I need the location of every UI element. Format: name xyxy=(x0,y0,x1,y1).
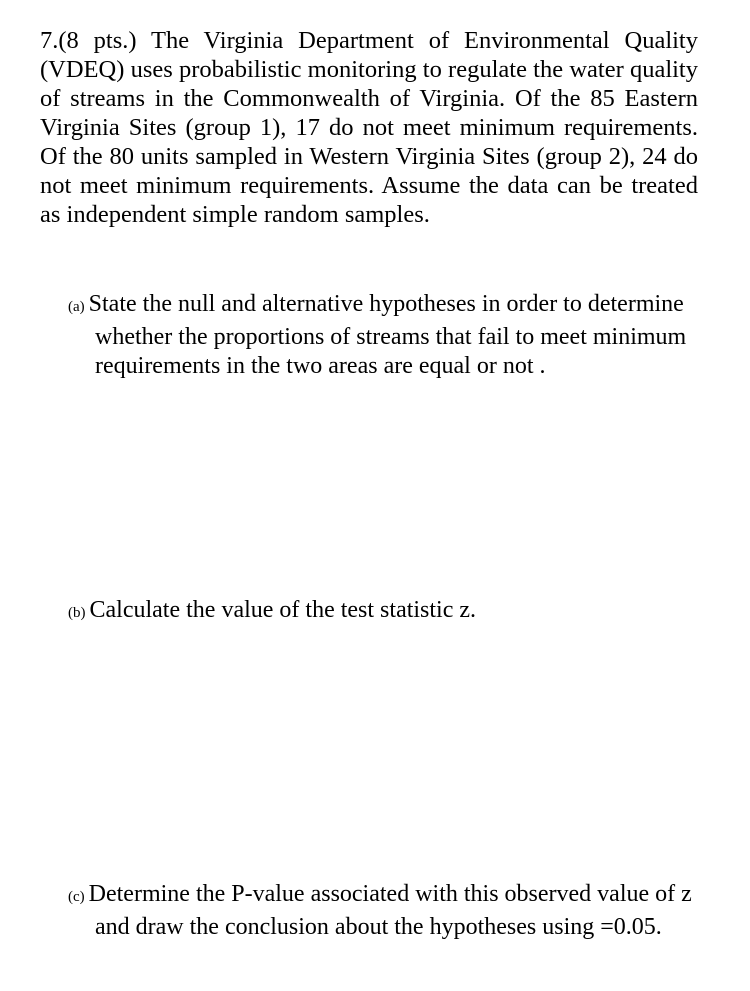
problem-statement: 7.(8 pts.) The Virginia Department of Environmental Quality (VDEQ) uses probabilistic monitoring to regulate the water quality of streams in the Commonwealth of Virginia. Of the 85 Eastern Virginia Sites (group 1), 17 do not meet minimum requirements. Of the 80 units sampled in Western Virginia Sites (group 2), 24 do not meet minimum requirements. Assume the data can be treated as independent simple random samples. xyxy=(40,27,698,228)
part-b xyxy=(68,596,725,629)
part-a xyxy=(68,290,725,382)
part-a-label: (a) xyxy=(68,299,85,315)
part-c-text: Determine the P-value associated with this observed value of z and draw the conclusion about the hypotheses using =0.05. xyxy=(88,881,692,940)
part-a-text: State the null and alternative hypotheses in order to determine whether the proportions of streams that fail to meet minimum requirements in the two areas are equal or not . xyxy=(88,291,687,379)
part-b-label: (b) xyxy=(68,605,86,621)
part-c-label: (c) xyxy=(68,889,85,905)
part-b-text: Calculate the value of the test statistic z. xyxy=(89,597,477,623)
part-c xyxy=(68,880,725,942)
